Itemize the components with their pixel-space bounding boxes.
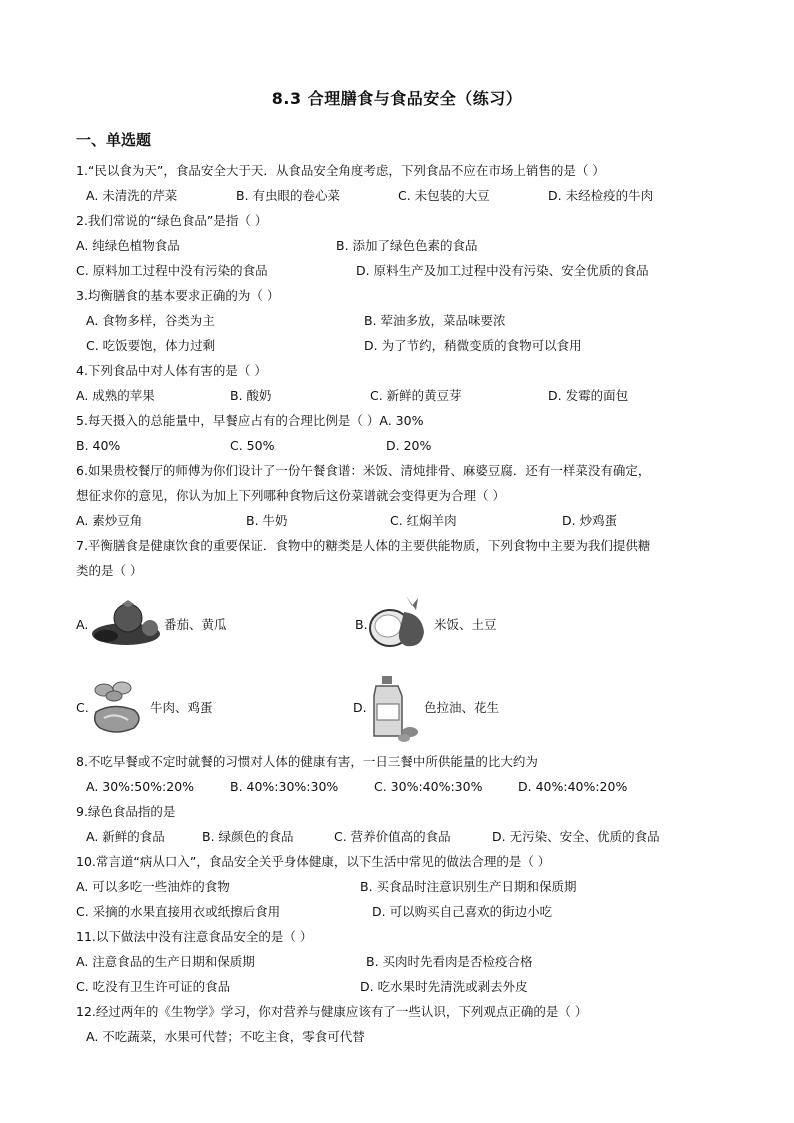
question-1-option-a[interactable]: A. 未清洗的芹菜 bbox=[86, 188, 178, 203]
question-7-option-a-text[interactable]: 番茄、黄瓜 bbox=[164, 617, 227, 632]
question-7-option-c-letter[interactable]: C. bbox=[76, 700, 89, 715]
question-11-option-d[interactable]: D. 吃水果时先清洗或剥去外皮 bbox=[360, 979, 528, 994]
question-2-stem: 2.我们常说的“绿色食品”是指（ ） bbox=[76, 213, 268, 228]
question-2-option-a[interactable]: A. 纯绿色植物食品 bbox=[76, 238, 180, 253]
question-8-option-c[interactable]: C. 30%:40%:30% bbox=[374, 779, 483, 794]
question-10-option-d[interactable]: D. 可以购买自己喜欢的街边小吃 bbox=[372, 904, 553, 919]
question-9-option-b[interactable]: B. 绿颜色的食品 bbox=[202, 829, 294, 844]
question-4-stem: 4.下列食品中对人体有害的是（ ） bbox=[76, 363, 267, 378]
question-5-option-b[interactable]: B. 40% bbox=[76, 438, 121, 453]
question-6-option-c[interactable]: C. 红焖羊肉 bbox=[390, 513, 457, 528]
tomato-cucumber-picture bbox=[88, 596, 162, 650]
question-1-option-b[interactable]: B. 有虫眼的卷心菜 bbox=[236, 188, 341, 203]
question-12-option-a[interactable]: A. 不吃蔬菜，水果可代替；不吃主食，零食可代替 bbox=[86, 1029, 365, 1044]
question-1-stem: 1.“民以食为天”，食品安全大于天．从食品安全角度考虑，下列食品不应在市场上销售的是（ ） bbox=[76, 163, 605, 178]
question-9-option-d[interactable]: D. 无污染、安全、优质的食品 bbox=[492, 829, 660, 844]
question-6-option-d[interactable]: D. 炒鸡蛋 bbox=[562, 513, 618, 528]
question-5-stem: 5.每天摄入的总能量中，早餐应占有的合理比例是（ ）A. 30% bbox=[76, 413, 424, 428]
question-6-option-b[interactable]: B. 牛奶 bbox=[246, 513, 288, 528]
question-10-option-a[interactable]: A. 可以多吃一些油炸的食物 bbox=[76, 879, 230, 894]
question-2-option-d[interactable]: D. 原料生产及加工过程中没有污染、安全优质的食品 bbox=[356, 263, 649, 278]
question-3-stem: 3.均衡膳食的基本要求正确的为（ ） bbox=[76, 288, 280, 303]
question-12-stem: 12.经过两年的《生物学》学习，你对营养与健康应该有了一些认识，下列观点正确的是（ ） bbox=[76, 1004, 588, 1019]
question-7-option-d-text[interactable]: 色拉油、花生 bbox=[424, 700, 500, 715]
question-5-option-d[interactable]: D. 20% bbox=[386, 438, 432, 453]
question-7-option-b-text[interactable]: 米饭、土豆 bbox=[434, 617, 497, 632]
question-4-option-c[interactable]: C. 新鲜的黄豆芽 bbox=[370, 388, 462, 403]
question-6-stem-line2: 想征求你的意见，你认为加上下列哪种食物后这份菜谱就会变得更为合理（ ） bbox=[76, 488, 505, 503]
question-1-option-c[interactable]: C. 未包装的大豆 bbox=[398, 188, 490, 203]
beef-eggs-picture bbox=[90, 678, 148, 738]
question-3-option-a[interactable]: A. 食物多样，谷类为主 bbox=[86, 313, 215, 328]
question-4-option-a[interactable]: A. 成熟的苹果 bbox=[76, 388, 155, 403]
question-7-stem-line2: 类的是（ ） bbox=[76, 563, 143, 578]
question-9-option-c[interactable]: C. 营养价值高的食品 bbox=[334, 829, 451, 844]
question-4-option-b[interactable]: B. 酸奶 bbox=[230, 388, 272, 403]
question-2-option-c[interactable]: C. 原料加工过程中没有污染的食品 bbox=[76, 263, 268, 278]
question-4-option-d[interactable]: D. 发霉的面包 bbox=[548, 388, 629, 403]
question-5-option-c[interactable]: C. 50% bbox=[230, 438, 275, 453]
rice-potato-picture bbox=[366, 592, 432, 652]
question-11-option-b[interactable]: B. 买肉时先看肉是否检疫合格 bbox=[366, 954, 533, 969]
question-6-option-a[interactable]: A. 素炒豆角 bbox=[76, 513, 143, 528]
question-2-option-b[interactable]: B. 添加了绿色色素的食品 bbox=[336, 238, 478, 253]
question-8-option-a[interactable]: A. 30%:50%:20% bbox=[86, 779, 195, 794]
question-3-option-b[interactable]: B. 荤油多放，菜品味要浓 bbox=[364, 313, 506, 328]
page-title: 8.3 合理膳食与食品安全（练习） bbox=[271, 89, 523, 108]
question-3-option-c[interactable]: C. 吃饭要饱，体力过剩 bbox=[86, 338, 216, 353]
question-11-option-c[interactable]: C. 吃没有卫生许可证的食品 bbox=[76, 979, 231, 994]
question-7-stem-line1: 7.平衡膳食是健康饮食的重要保证．食物中的糖类是人体的主要供能物质，下列食物中主要为我们提供糖 bbox=[76, 538, 651, 553]
question-7-option-d-letter[interactable]: D. bbox=[353, 700, 367, 715]
question-10-option-c[interactable]: C. 采摘的水果直接用衣或纸擦后食用 bbox=[76, 904, 281, 919]
oil-peanut-picture bbox=[368, 674, 420, 742]
question-9-option-a[interactable]: A. 新鲜的食品 bbox=[86, 829, 165, 844]
question-11-option-a[interactable]: A. 注意食品的生产日期和保质期 bbox=[76, 954, 255, 969]
question-10-stem: 10.常言道“病从口入”，食品安全关乎身体健康，以下生活中常见的做法合理的是（ ） bbox=[76, 854, 551, 869]
question-9-stem: 9.绿色食品指的是 bbox=[76, 804, 176, 819]
question-11-stem: 11.以下做法中没有注意食品安全的是（ ） bbox=[76, 929, 313, 944]
question-8-option-d[interactable]: D. 40%:40%:20% bbox=[518, 779, 628, 794]
question-8-stem: 8.不吃早餐或不定时就餐的习惯对人体的健康有害，一日三餐中所供能量的比大约为 bbox=[76, 754, 538, 769]
question-8-option-b[interactable]: B. 40%:30%:30% bbox=[230, 779, 339, 794]
question-1-option-d[interactable]: D. 未经检疫的牛肉 bbox=[548, 188, 654, 203]
question-3-option-d[interactable]: D. 为了节约，稍微变质的食物可以食用 bbox=[364, 338, 582, 353]
question-7-option-c-text[interactable]: 牛肉、鸡蛋 bbox=[150, 700, 213, 715]
question-7-option-a-letter[interactable]: A. bbox=[76, 617, 89, 632]
question-6-stem-line1: 6.如果贵校餐厅的师傅为你们设计了一份午餐食谱：米饭、清炖排骨、麻婆豆腐．还有一样菜没有确定， bbox=[76, 463, 651, 478]
question-7-option-b-letter[interactable]: B. bbox=[355, 617, 368, 632]
section-heading: 一、单选题 bbox=[76, 131, 152, 149]
question-10-option-b[interactable]: B. 买食品时注意识别生产日期和保质期 bbox=[360, 879, 577, 894]
